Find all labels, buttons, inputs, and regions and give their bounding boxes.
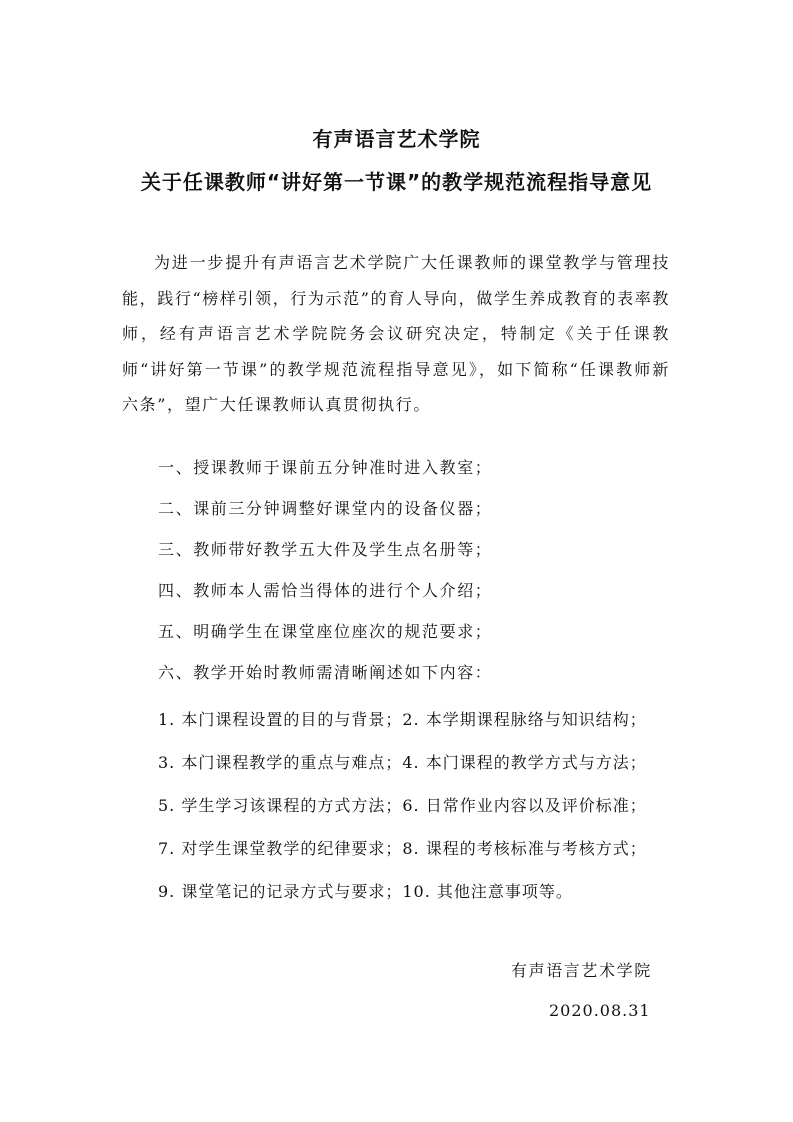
org-title: 有声语言艺术学院 (312, 127, 481, 151)
rule-item: 五、明确学生在课堂座位座次的规范要求； (158, 622, 493, 641)
rule-item: 一、授课教师于课前五分钟准时进入教室； (158, 458, 493, 477)
signature-date: 2020.08.31 (549, 1001, 651, 1020)
doc-title: 关于任课教师“讲好第一节课”的教学规范流程指导意见 (140, 170, 653, 194)
rule-item: 六、教学开始时教师需清晰阐述如下内容： (158, 663, 493, 682)
intro-paragraph: 为进一步提升有声语言艺术学院广大任课教师的课堂教学与管理技能，践行“榜样引领，行为示范”的育人导向，做学生养成教育的表率教师，经有声语言艺术学院院务会议研究决定，特制定《关于任课教师“讲好第一节课”的教学规范流程指导意见》，如下简称“任课教师新六条”，望广大任课教师认真贯彻执行。 (122, 253, 670, 414)
rule-item: 三、教师带好教学五大件及学生点名册等； (158, 540, 493, 559)
content-item-line: 7. 对学生课堂教学的纪律要求；8. 课程的考核标准与考核方式； (158, 839, 647, 858)
rule-item: 四、教师本人需恰当得体的进行个人介绍； (158, 581, 493, 600)
content-item-line: 5. 学生学习该课程的方式方法；6. 日常作业内容以及评价标准； (158, 796, 647, 815)
content-item-line: 1. 本门课程设置的目的与背景；2. 本学期课程脉络与知识结构； (158, 710, 647, 729)
content-item-line: 9. 课堂笔记的记录方式与要求；10. 其他注意事项等。 (158, 882, 573, 901)
signature-org: 有声语言艺术学院 (511, 961, 652, 980)
content-item-line: 3. 本门课程教学的重点与难点；4. 本门课程的教学方式与方法； (158, 753, 647, 772)
rule-item: 二、课前三分钟调整好课堂内的设备仪器； (158, 499, 493, 518)
